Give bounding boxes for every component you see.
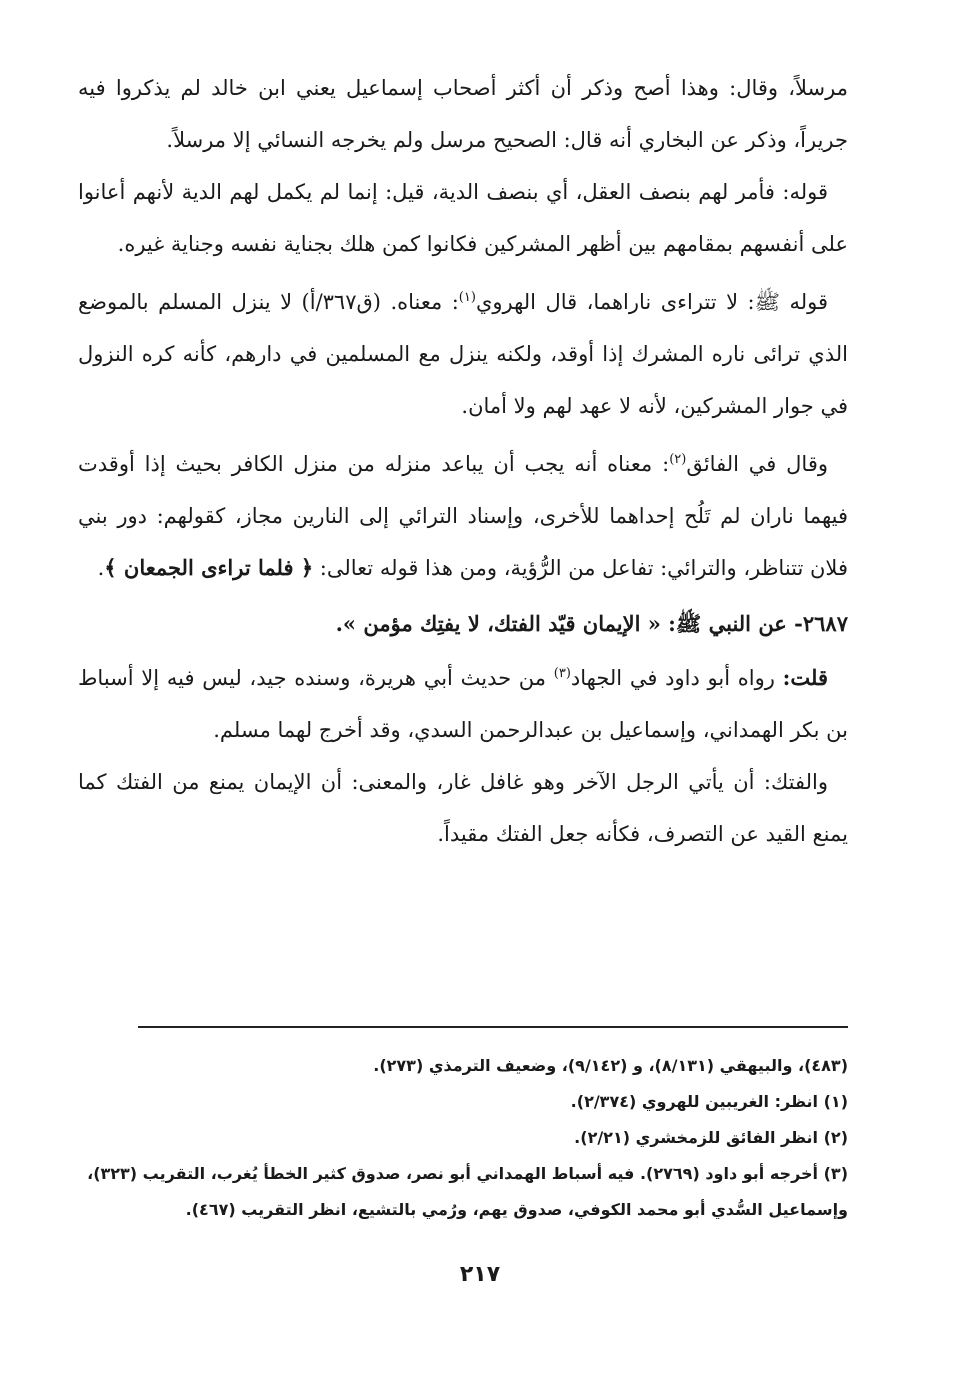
- footnotes: [78, 1048, 848, 1228]
- footnote-1: (١) انظر: الغريبين للهروي (٢/٣٧٤).: [570, 1092, 848, 1111]
- footnote-continuation: (٤٨٣)، والبيهقي (٨/١٣١)، و (٩/١٤٢)، وضعيف الترمذي (٢٧٣).: [373, 1056, 848, 1075]
- footnote-3-line-1: (٣) أخرجه أبو داود (٢٧٦٩). فيه أسباط الهمداني أبو نصر، صدوق كثير الخطأ يُغرب، التقريب (٣٢٣)،: [87, 1164, 848, 1183]
- paragraph-5-text-a: رواه أبو داود في الجهاد: [570, 666, 783, 690]
- paragraph-4-end: .: [97, 556, 105, 580]
- footnote-ref-2[interactable]: (٢): [669, 452, 687, 467]
- footnote-2: (٢) انظر الفائق للزمخشري (٢/٢١).: [574, 1128, 848, 1147]
- paragraph-5: [78, 652, 848, 756]
- paragraph-5-text-b: من حديث أبي هريرة، وسنده جيد، ليس فيه إلا أسباط بن بكر الهمداني، وإسماعيل بن عبدالرحمن السدي، وقد أخرج لهما مسلم.: [78, 666, 848, 742]
- page-body: [78, 62, 848, 860]
- paragraph-4-text-a: وقال في الفائق: [686, 452, 829, 476]
- paragraph-2: قوله: فأمر لهم بنصف العقل، أي بنصف الدية، قيل: إنما لم يكمل لهم الدية لأنهم أعانوا على أنفسهم بمقامهم بين أظهر المشركين فكانوا كمن هلك بجناية نفسه وجناية غيره.: [78, 180, 848, 256]
- hadith-heading: ٢٦٨٧- عن النبي ﷺ: « الإيمان قيّد الفتك، لا يفتِك مؤمن ».: [335, 611, 848, 636]
- footnote-divider: [138, 1026, 848, 1028]
- footnote-ref-1[interactable]: (١): [458, 290, 476, 305]
- paragraph-4-text-b: : معناه أنه يجب أن يباعد منزله من منزل الكافر بحيث إذا أوقدت فيهما ناران لم تَلُح إحداهما للأخرى، وإسناد الترائي إلى النارين مجاز، كقولهم: دور بني فلان تتناظر، والترائي: تفاعل من الرُّؤية، ومن هذا قوله تعالى:: [78, 452, 848, 580]
- footnote-3-line-2: وإسماعيل السُّدي أبو محمد الكوفي، صدوق يهم، ورُمي بالتشيع، انظر التقريب (٤٦٧).: [185, 1200, 848, 1219]
- paragraph-3: [78, 276, 848, 432]
- paragraph-1: مرسلاً، وقال: وهذا أصح وذكر أن أكثر أصحاب إسماعيل يعني ابن خالد لم يذكروا فيه جريراً، وذكر عن البخاري أنه قال: الصحيح مرسل ولم يخرجه النسائي إلا مرسلاً.: [78, 76, 848, 152]
- qultu-label: قلت:: [782, 665, 828, 690]
- quran-verse: ﴿ فلما تراءى الجمعان ﴾: [104, 555, 314, 580]
- paragraph-6: والفتك: أن يأتي الرجل الآخر وهو غافل غار، والمعنى: أن الإيمان يمنع من الفتك كما يمنع القيد عن التصرف، فكأنه جعل الفتك مقيداً.: [78, 770, 848, 846]
- page-number: ٢١٧: [459, 1262, 501, 1287]
- paragraph-4: [78, 438, 848, 594]
- paragraph-3-text-b: : معناه. (ق٣٦٧/أ) لا ينزل المسلم بالموضع الذي ترائى ناره المشرك إذا أوقد، ولكنه ينزل مع المسلمين في دارهم، كأنه كره النزول في جوار المشركين، لأنه لا عهد لهم ولا أمان.: [78, 290, 848, 418]
- paragraph-3-text-a: قوله ﷺ: لا تتراءى ناراهما، قال الهروي: [475, 290, 828, 314]
- footnote-ref-3[interactable]: (٣): [553, 666, 571, 681]
